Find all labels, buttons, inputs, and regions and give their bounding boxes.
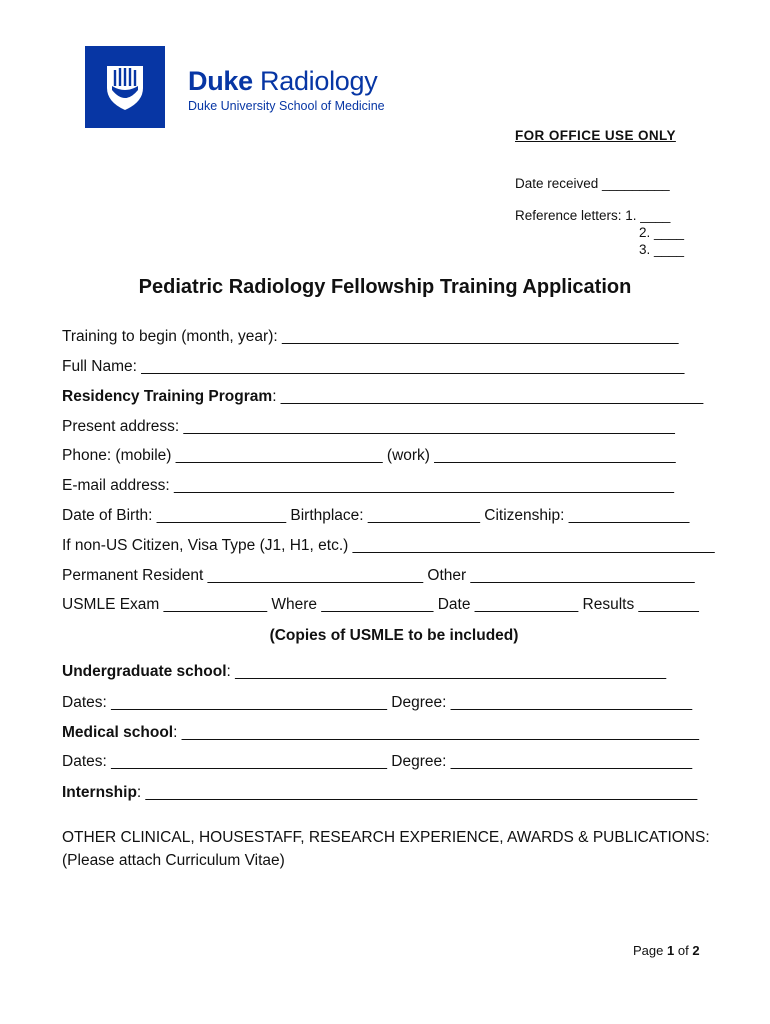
brand-name-bold: Duke xyxy=(188,66,253,96)
undergrad-dates-field: Dates: ________________________________ Degree: ____________________________ xyxy=(62,694,693,711)
present-address-field: Present address: _________________________________________________________ xyxy=(62,418,675,435)
date-received-field: Date received _________ xyxy=(515,176,670,191)
undergrad-field xyxy=(62,663,666,681)
office-use-title: FOR OFFICE USE ONLY xyxy=(515,128,676,143)
reference-letter-3: 3. ____ xyxy=(639,242,685,257)
medical-school-blank: : ____________________________________________________________ xyxy=(173,724,699,741)
medical-dates-field: Dates: ________________________________ Degree: ____________________________ xyxy=(62,753,693,770)
office-use-block xyxy=(515,128,685,257)
internship-field xyxy=(62,784,697,802)
medical-school-field xyxy=(62,724,699,742)
residency-label: Residency Training Program xyxy=(62,388,273,405)
training-begin-field: Training to begin (month, year): ______________________________________________ xyxy=(62,328,679,345)
page-number xyxy=(633,943,700,958)
reference-letter-2: 2. ____ xyxy=(639,225,685,240)
medical-school-label: Medical school xyxy=(62,724,174,741)
brand-name-rest: Radiology xyxy=(260,66,378,96)
page-total: 2 xyxy=(692,943,700,958)
page-word: Page xyxy=(633,943,664,958)
usmle-note: (Copies of USMLE to be included) xyxy=(269,627,519,644)
page-of: of xyxy=(677,943,689,958)
brand-name xyxy=(188,66,385,96)
full-name-field: Full Name: _______________________________________________________________ xyxy=(62,358,685,375)
internship-label: Internship xyxy=(62,784,137,801)
form-title: Pediatric Radiology Fellowship Training Application xyxy=(138,276,632,298)
reference-letters-field: Reference letters: 1. ____ xyxy=(515,208,671,223)
duke-logo xyxy=(85,46,165,128)
undergrad-blank: : __________________________________________________ xyxy=(226,663,667,680)
residency-blank: : _________________________________________________ xyxy=(272,388,704,405)
undergrad-label: Undergraduate school xyxy=(62,663,227,680)
internship-blank: : ________________________________________________________________ xyxy=(136,784,698,801)
brand-subtitle: Duke University School of Medicine xyxy=(188,99,385,113)
birth-citizenship-field: Date of Birth: _______________ Birthplace: _____________ Citizenship: ______________ xyxy=(62,507,690,524)
cv-note: (Please attach Curriculum Vitae) xyxy=(62,852,285,869)
email-field: E-mail address: __________________________________________________________ xyxy=(62,477,674,494)
duke-shield-hand-icon xyxy=(101,64,149,112)
other-experience-heading: OTHER CLINICAL, HOUSESTAFF, RESEARCH EXPERIENCE, AWARDS & PUBLICATIONS: xyxy=(62,829,710,846)
phone-field: Phone: (mobile) ________________________ (work) ____________________________ xyxy=(62,447,676,464)
usmle-field: USMLE Exam ____________ Where _____________ Date ____________ Results _______ xyxy=(62,596,699,613)
residency-field xyxy=(62,388,703,406)
page-current: 1 xyxy=(667,943,675,958)
brand-text xyxy=(188,66,385,113)
visa-type-field: If non-US Citizen, Visa Type (J1, H1, etc.) __________________________________________ xyxy=(62,537,715,554)
permanent-resident-field: Permanent Resident _________________________ Other __________________________ xyxy=(62,567,695,584)
